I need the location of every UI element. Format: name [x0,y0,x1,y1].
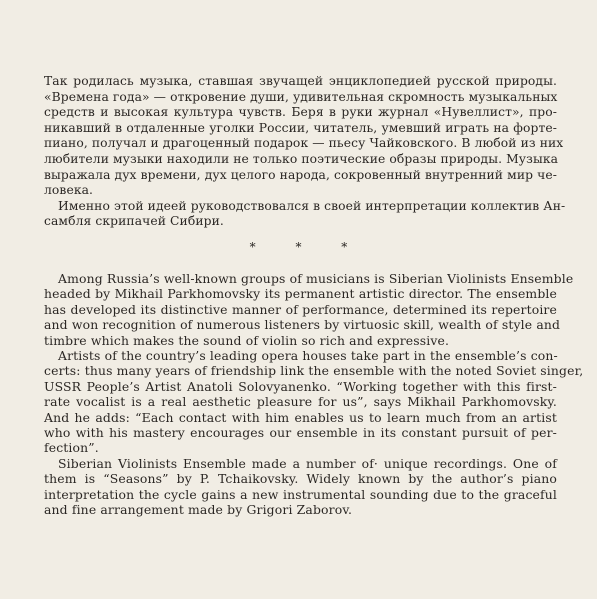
text-line: headed by Mikhail Parkhomovsky its permanent artistic director. The ensemble [44,286,557,302]
text-line: выражала дух времени, дух целого народа, сокровенный внутренний мир че- [44,167,557,182]
text-line: timbre which makes the sound of violin so rich and expressive. [44,332,450,348]
russian-paragraph-1 [44,74,564,199]
text-line: and fine arrangement made by Grigori Zaborov. [44,502,353,518]
section-separator: * * * [249,240,366,254]
english-paragraph-3 [44,456,557,518]
text-line: And he adds: “Each contact with him enables us to learn much from an artist [44,409,557,425]
english-paragraph-2 [44,348,584,456]
text-line: them is “Seasons” by P. Tchaikovsky. Widely known by the author’s piano [44,471,557,487]
text-line: «Времена года» — откровение души, удивительная скромность музыкальных [44,89,558,104]
text-line: Именно этой идеей руководствовался в своей интерпретации коллектив Ан- [58,198,566,213]
english-text-block [44,271,584,518]
text-line: любители музыки находили не только поэтические образы природы. Музыка [44,151,559,166]
russian-text-block [44,74,566,230]
text-line: has developed its distinctive manner of performance, determined its repertoire [44,301,557,317]
text-line: rate vocalist is a real aesthetic pleasure for us”, says Mikhail Parkhomovsky. [44,394,557,410]
text-line: Among Russia’s well-known groups of musicians is Siberian Violinists Ensemble [58,271,574,286]
text-line: Siberian Violinists Ensemble made a number of· unique recordings. One of [58,455,557,471]
text-line: USSR People’s Artist Anatoli Solovyanenko. “Working together with this first- [44,378,557,394]
text-line: Artists of the country’s leading opera houses take part in the ensemble’s con- [58,348,558,364]
text-line: самбля скрипачей Сибири. [44,214,224,229]
text-line: никавший в отдаленные уголки России, читатель, умевший играть на форте- [44,120,557,135]
text-line: certs: thus many years of friendship link the ensemble with the noted Soviet singer, [44,363,584,379]
text-line: who with his mastery encourages our ensemble in its constant pursuit of per- [44,425,557,441]
text-line: Так родилась музыка, ставшая звучащей энциклопедией русской природы. [44,74,557,88]
english-paragraph-1 [44,271,574,348]
text-line: and won recognition of numerous listeners by virtuosic skill, wealth of style and [44,317,561,333]
text-line: fection”. [44,440,99,456]
text-line: interpretation the cycle gains a new instrumental sounding due to the graceful [44,486,557,502]
text-line: средств и высокая культура чувств. Беря в руки журнал «Нувеллист», про- [44,105,557,120]
text-line: ловека. [44,183,94,198]
text-line: пиано, получал и драгоценный подарок — пьесу Чайковского. В любой из них [44,136,564,151]
russian-paragraph-2 [44,198,566,230]
